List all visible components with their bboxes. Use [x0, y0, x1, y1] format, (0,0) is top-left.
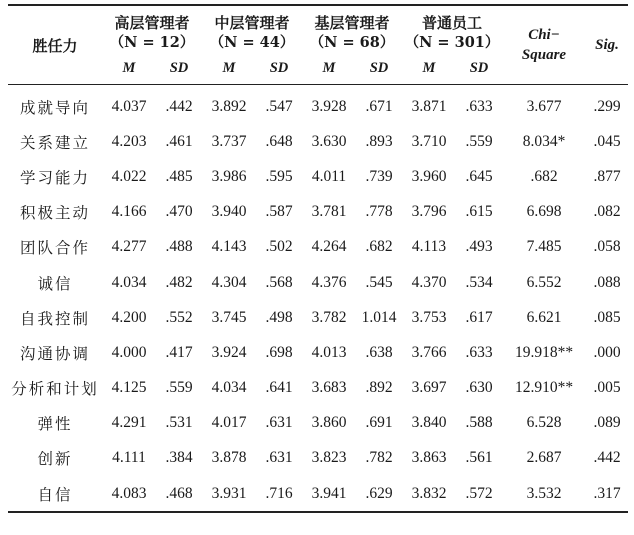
mean-value: 4.022	[111, 167, 147, 185]
sig-value: .088	[593, 273, 621, 291]
mean-value: 4.200	[111, 308, 147, 326]
group-header-junior	[302, 5, 402, 52]
mean-value: 3.782	[311, 308, 347, 326]
mean-value: 3.745	[211, 308, 247, 326]
table-row	[8, 265, 628, 300]
sd-header: SD	[369, 59, 389, 76]
chi-square-value: 7.485	[526, 238, 562, 256]
mean-value: 4.125	[111, 379, 147, 397]
table-row	[8, 124, 628, 159]
sd-value: .485	[165, 167, 193, 185]
mean-value: 4.037	[111, 97, 147, 115]
mean-header: M	[122, 59, 136, 76]
mean-value: 3.931	[202, 476, 256, 512]
chi-square-value: 19.918**	[514, 343, 574, 361]
competency-name: 团队合作	[19, 240, 90, 258]
chi-square-value: 6.552	[526, 273, 562, 291]
chi-square-value: 8.034*	[522, 132, 566, 150]
sig-value: .082	[593, 203, 621, 221]
sd-value: .633	[465, 343, 493, 361]
competency-name: 自我控制	[19, 310, 90, 328]
sd-value: .892	[365, 379, 393, 397]
mean-value: 3.878	[211, 449, 247, 467]
competency-name: 成就导向	[19, 99, 90, 117]
table-row	[8, 476, 628, 512]
mean-value: 3.710	[411, 132, 447, 150]
mean-value: 3.832	[402, 476, 456, 512]
sd-value: .461	[165, 132, 193, 150]
mean-value: 3.796	[411, 203, 447, 221]
chi-square-value: .682	[530, 167, 558, 185]
chi-square-value: 12.910**	[514, 379, 574, 397]
mean-value: 4.083	[102, 476, 156, 512]
sd-value: .552	[165, 308, 193, 326]
header-row-groups	[8, 5, 628, 52]
mean-value: 3.863	[411, 449, 447, 467]
sd-value: .698	[265, 343, 293, 361]
group-sample-size: （N = 68）	[309, 34, 395, 51]
sig-value: .317	[586, 476, 628, 512]
chi-square-value: 6.621	[526, 308, 562, 326]
competency-column-header: 胜任力	[8, 5, 102, 85]
competency-name: 学习能力	[19, 169, 90, 187]
sd-value: .595	[265, 167, 293, 185]
sd-header: SD	[169, 59, 189, 76]
table-row	[8, 159, 628, 194]
chi-square-value: 6.698	[526, 203, 562, 221]
mean-value: 3.860	[311, 414, 347, 432]
sd-value: .547	[265, 97, 293, 115]
mean-value: 4.166	[111, 203, 147, 221]
chi-square-value: 3.677	[526, 97, 562, 115]
sig-value: .085	[593, 308, 621, 326]
sd-value: .468	[156, 476, 202, 512]
sd-value: .778	[365, 203, 393, 221]
sig-header: Sig.	[586, 5, 628, 85]
sd-value: .691	[365, 414, 393, 432]
competency-table	[8, 4, 628, 513]
sd-value: .559	[465, 132, 493, 150]
chi-square-value: 6.528	[526, 414, 562, 432]
sig-value: .877	[593, 167, 621, 185]
table-row	[8, 300, 628, 335]
sd-value: .502	[265, 238, 293, 256]
sd-value: .559	[165, 379, 193, 397]
table-body	[8, 85, 628, 513]
sd-value: .568	[265, 273, 293, 291]
sd-value: .615	[465, 203, 493, 221]
sd-value: .534	[465, 273, 493, 291]
sig-value: .058	[593, 238, 621, 256]
mean-header: M	[322, 59, 336, 76]
sd-value: 1.014	[361, 308, 397, 326]
group-name: 基层管理者	[314, 14, 390, 32]
competency-name: 诚信	[37, 275, 73, 293]
mean-value: 4.113	[411, 238, 447, 256]
chi-square-header-line1: Chi−	[528, 27, 560, 43]
group-name: 普通员工	[421, 14, 482, 32]
table-row	[8, 406, 628, 441]
mean-value: 4.111	[112, 449, 146, 467]
sig-value: .000	[593, 343, 621, 361]
mean-value: 4.304	[211, 273, 247, 291]
sd-value: .739	[365, 167, 393, 185]
sd-value: .588	[465, 414, 493, 432]
mean-value: 3.941	[302, 476, 356, 512]
competency-name: 分析和计划	[11, 381, 99, 399]
sd-value: .587	[265, 203, 293, 221]
group-name: 中层管理者	[214, 14, 290, 32]
sd-value: .671	[365, 97, 393, 115]
mean-value: 3.683	[311, 379, 347, 397]
mean-value: 4.203	[111, 132, 147, 150]
group-header-middle	[202, 5, 302, 52]
mean-value: 3.928	[311, 97, 347, 115]
sd-value: .648	[265, 132, 293, 150]
sd-value: .417	[165, 343, 193, 361]
mean-value: 4.011	[311, 167, 347, 185]
sd-value: .631	[265, 449, 293, 467]
sd-value: .384	[165, 449, 193, 467]
group-name: 高层管理者	[114, 14, 190, 32]
mean-value: 3.892	[211, 97, 247, 115]
mean-value: 3.840	[411, 414, 447, 432]
mean-value: 4.034	[111, 273, 147, 291]
mean-value: 3.697	[411, 379, 447, 397]
mean-value: 3.823	[311, 449, 347, 467]
chi-square-value: 2.687	[526, 449, 562, 467]
mean-value: 4.034	[211, 379, 247, 397]
mean-value: 4.017	[211, 414, 247, 432]
table-row	[8, 195, 628, 230]
chi-square-value: 3.532	[502, 476, 586, 512]
competency-name: 自信	[8, 476, 102, 512]
mean-value: 3.737	[211, 132, 247, 150]
mean-value: 3.940	[211, 203, 247, 221]
mean-value: 3.766	[411, 343, 447, 361]
mean-value: 4.264	[311, 238, 347, 256]
competency-name: 沟通协调	[19, 345, 90, 363]
mean-value: 3.753	[411, 308, 447, 326]
mean-value: 3.986	[211, 167, 247, 185]
sd-header: SD	[469, 59, 489, 76]
sd-value: .633	[465, 97, 493, 115]
table-row	[8, 441, 628, 476]
sd-value: .442	[165, 97, 193, 115]
sd-value: .893	[365, 132, 393, 150]
mean-value: 3.871	[411, 97, 447, 115]
sd-value: .631	[265, 414, 293, 432]
mean-value: 3.781	[311, 203, 347, 221]
group-sample-size: （N = 301）	[404, 34, 500, 51]
sd-value: .545	[365, 273, 393, 291]
mean-value: 4.291	[111, 414, 147, 432]
sd-value: .572	[456, 476, 502, 512]
sd-value: .716	[256, 476, 302, 512]
sd-value: .617	[465, 308, 493, 326]
mean-value: 3.630	[311, 132, 347, 150]
sd-value: .645	[465, 167, 493, 185]
group-header-staff	[402, 5, 502, 52]
mean-value: 4.013	[311, 343, 347, 361]
mean-value: 4.143	[211, 238, 247, 256]
sig-value: .299	[593, 97, 621, 115]
mean-header: M	[222, 59, 236, 76]
sd-value: .638	[365, 343, 393, 361]
table-row	[8, 335, 628, 370]
mean-value: 4.370	[411, 273, 447, 291]
sig-value: .045	[593, 132, 621, 150]
sd-value: .470	[165, 203, 193, 221]
competency-table-container	[8, 4, 628, 513]
mean-value: 4.000	[111, 343, 147, 361]
sig-value: .442	[593, 449, 621, 467]
mean-value: 4.376	[311, 273, 347, 291]
sd-value: .630	[465, 379, 493, 397]
mean-value: 3.924	[211, 343, 247, 361]
table-row	[8, 230, 628, 265]
group-sample-size: （N = 44）	[209, 34, 295, 51]
table-row	[8, 85, 628, 125]
sd-value: .561	[465, 449, 493, 467]
sd-value: .782	[365, 449, 393, 467]
sd-value: .629	[356, 476, 402, 512]
table-row	[8, 371, 628, 406]
sd-value: .498	[265, 308, 293, 326]
sig-value: .089	[593, 414, 621, 432]
competency-name: 关系建立	[19, 134, 90, 152]
competency-name: 弹性	[37, 416, 73, 434]
mean-value: 3.960	[411, 167, 447, 185]
sd-header: SD	[269, 59, 289, 76]
sd-value: .682	[365, 238, 393, 256]
competency-name: 创新	[37, 451, 73, 469]
chi-square-header	[502, 5, 586, 85]
competency-name: 积极主动	[19, 205, 90, 223]
sd-value: .531	[165, 414, 193, 432]
group-sample-size: （N = 12）	[109, 34, 195, 51]
sd-value: .488	[165, 238, 193, 256]
chi-square-header-line2: Square	[521, 47, 567, 63]
group-header-senior	[102, 5, 202, 52]
mean-value: 4.277	[111, 238, 147, 256]
mean-header: M	[422, 59, 436, 76]
sig-value: .005	[593, 379, 621, 397]
sd-value: .482	[165, 273, 193, 291]
sd-value: .641	[265, 379, 293, 397]
sd-value: .493	[465, 238, 493, 256]
